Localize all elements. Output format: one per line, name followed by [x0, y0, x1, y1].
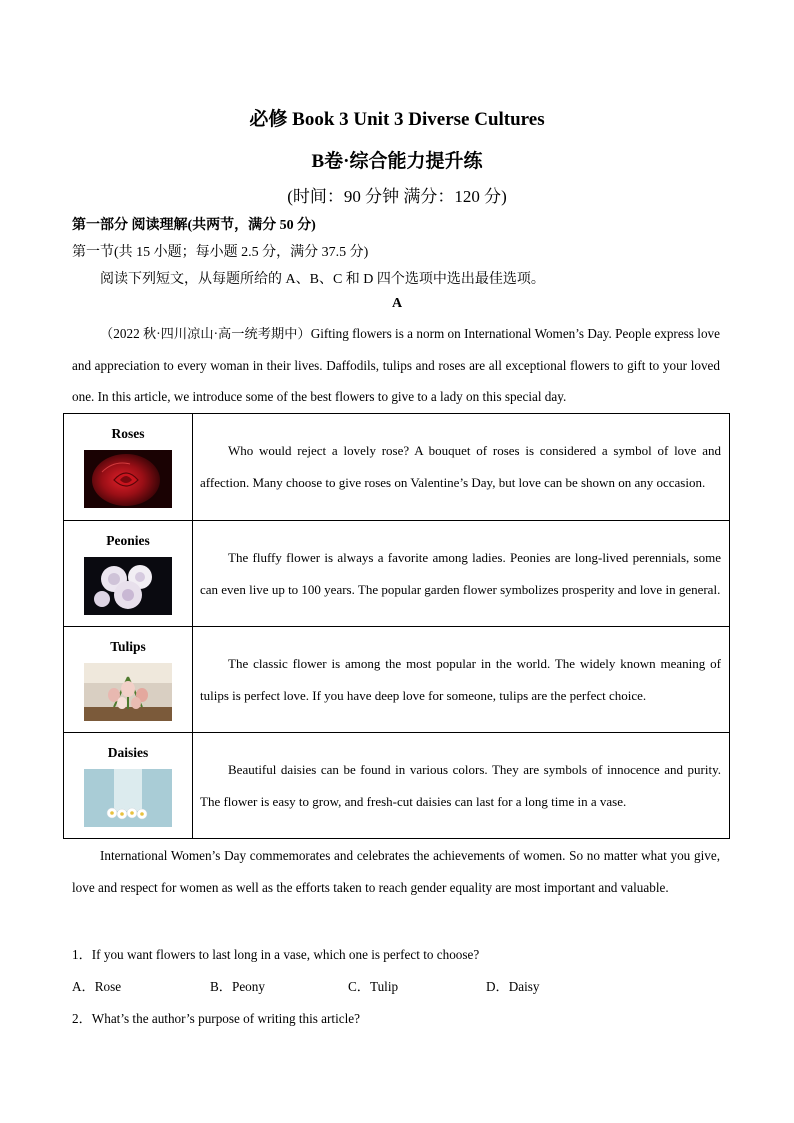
table-row: [64, 733, 730, 839]
option-d: D．Daisy: [486, 979, 540, 994]
flower-name-cell: [64, 414, 193, 521]
document-subtitle: B卷·综合能力提升练: [311, 151, 483, 172]
rose-image: [84, 450, 172, 508]
passage-conclusion: [72, 840, 720, 903]
flower-name: Daisies: [107, 744, 149, 760]
table-row: [64, 414, 730, 521]
time-info: (时间：90 分钟 满分：120 分): [287, 187, 507, 206]
flowers-table: [63, 413, 730, 839]
instruction: 阅读下列短文，从每题所给的 A、B、C 和 D 四个选项中选出最佳选项。: [100, 272, 545, 287]
passage-intro-text: （2022 秋·四川凉山·高一统考期中）Gifting flowers is a norm on International Women’s Day. People express love and appreciation to every woman in their lives. Daffodils, tulips and roses are all exceptional flowers to gift to your loved one. In this article, we introduce some of the best flowers to give to a lady on this special day.: [72, 326, 720, 404]
passage-intro: [72, 318, 720, 413]
flower-name-cell: [64, 627, 193, 733]
flower-description: [193, 414, 730, 521]
subsection-heading: 第一节(共 15 小题；每小题 2.5 分，满分 37.5 分): [72, 245, 369, 260]
tulip-image: [84, 663, 172, 721]
question-1: 1．If you want flowers to last long in a vase, which one is perfect to choose?: [72, 947, 480, 962]
question-2: 2．What’s the author’s purpose of writing this article?: [72, 1011, 360, 1026]
passage-conclusion-text: International Women’s Day commemorates and celebrates the achievements of women. So no matter what you give, love and respect for women as well as the efforts taken to reach gender equality are most important and valuable.: [72, 848, 720, 895]
flower-name-cell: [64, 733, 193, 839]
flower-name: Peonies: [106, 532, 150, 548]
flower-description: [193, 627, 730, 733]
passage-label: A: [391, 296, 403, 311]
flower-name: Roses: [111, 426, 145, 441]
daisy-image: [84, 769, 172, 827]
option-c: C．Tulip: [348, 979, 399, 994]
flower-description-text: Beautiful daisies can be found in various colors. They are symbols of innocence and purity. The flower is easy to grow, and fresh-cut daisies can last for a long time in a vase.: [200, 761, 721, 809]
option-b: B．Peony: [210, 979, 265, 994]
flower-description-text: The fluffy flower is always a favorite among ladies. Peonies are long-lived perennials, some can even live up to 100 years. The popular garden flower symbolizes prosperity and love in general.: [200, 549, 721, 597]
option-a: A．Rose: [72, 979, 122, 994]
peony-image: [84, 557, 172, 615]
flower-name-cell: [64, 521, 193, 627]
document-title: 必修 Book 3 Unit 3 Diverse Cultures: [249, 109, 545, 130]
part-heading: 第一部分 阅读理解(共两节，满分 50 分): [72, 218, 316, 233]
flower-description: [193, 521, 730, 627]
flower-name: Tulips: [110, 638, 146, 654]
flower-description-text: Who would reject a lovely rose? A bouquet of roses is considered a symbol of love and affection. Many choose to give roses on Valentine’s Day, but love can be shown on any occasion.: [200, 443, 721, 490]
flower-description-text: The classic flower is among the most popular in the world. The widely known meaning of tulips is perfect love. If you have deep love for someone, tulips are the perfect choice.: [200, 655, 721, 703]
table-row: [64, 627, 730, 733]
flower-description: [193, 733, 730, 839]
table-row: [64, 521, 730, 627]
